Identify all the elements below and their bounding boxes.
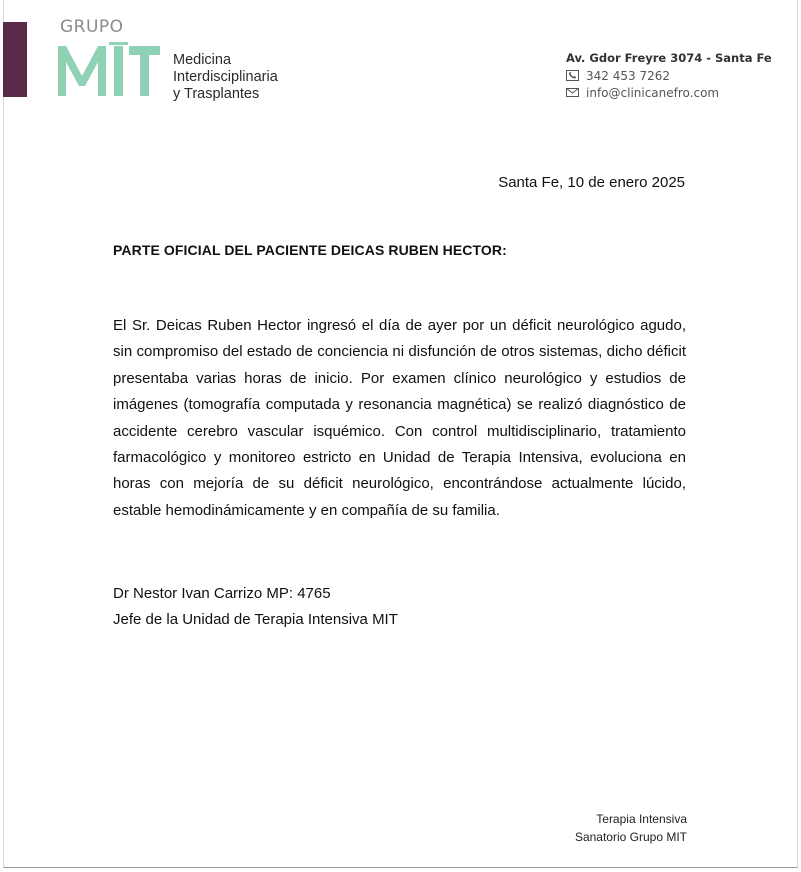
logo-subtitle-line2: Interdisciplinaria xyxy=(173,69,278,85)
letter-subject: PARTE OFICIAL DEL PACIENTE DEICAS RUBEN HECTOR: xyxy=(113,242,507,258)
footer-line1: Terapia Intensiva xyxy=(596,812,687,826)
phone-text: 342 453 7262 xyxy=(586,68,670,83)
signer-title: Jefe de la Unidad de Terapia Intensiva MIT xyxy=(113,611,398,628)
signer-name: Dr Nestor Ivan Carrizo MP: 4765 xyxy=(113,585,331,602)
logo-subtitle-line3: y Trasplantes xyxy=(173,86,260,102)
email-text: info@clinicanefro.com xyxy=(586,85,720,100)
footer-line2: Sanatorio Grupo MIT xyxy=(574,830,687,844)
contact-block xyxy=(566,51,772,101)
address-text: Av. Gdor Freyre 3074 - Santa Fe xyxy=(566,51,772,65)
phone-row xyxy=(566,67,772,84)
mit-logo xyxy=(56,42,162,98)
logo-subtitle-line1: Medicina xyxy=(173,52,232,68)
letter-body: El Sr. Deicas Ruben Hector ingresó el día de ayer por un déficit neurológico agudo, sin compromiso del estado de conciencia ni disfunción de otros sistemas, dicho déficit presentaba varias horas de inicio. Por examen clínico neurológico y estudios de imágenes (tomografía computada y resonancia magnética) se realizó diagnóstico de accidente cerebro vascular isquémico. Con control multidisciplinario, tratamiento farmacológico y monitoreo estricto en Unidad de Terapia Intensiva, evoluciona en horas con mejoría de su déficit neurológico, encontrándose actualmente lúcido, estable hemodinámicamente y en compañía de su familia. xyxy=(113,317,686,519)
footer-block xyxy=(575,810,687,846)
letter-date: Santa Fe, 10 de enero 2025 xyxy=(498,174,685,191)
signature-block xyxy=(113,581,398,633)
brand-side-bar xyxy=(3,22,27,97)
logo-group-label: GRUPO xyxy=(60,17,124,37)
email-row xyxy=(566,84,772,101)
logo-subtitle xyxy=(173,52,278,103)
envelope-icon xyxy=(566,87,579,98)
phone-icon xyxy=(566,70,579,81)
